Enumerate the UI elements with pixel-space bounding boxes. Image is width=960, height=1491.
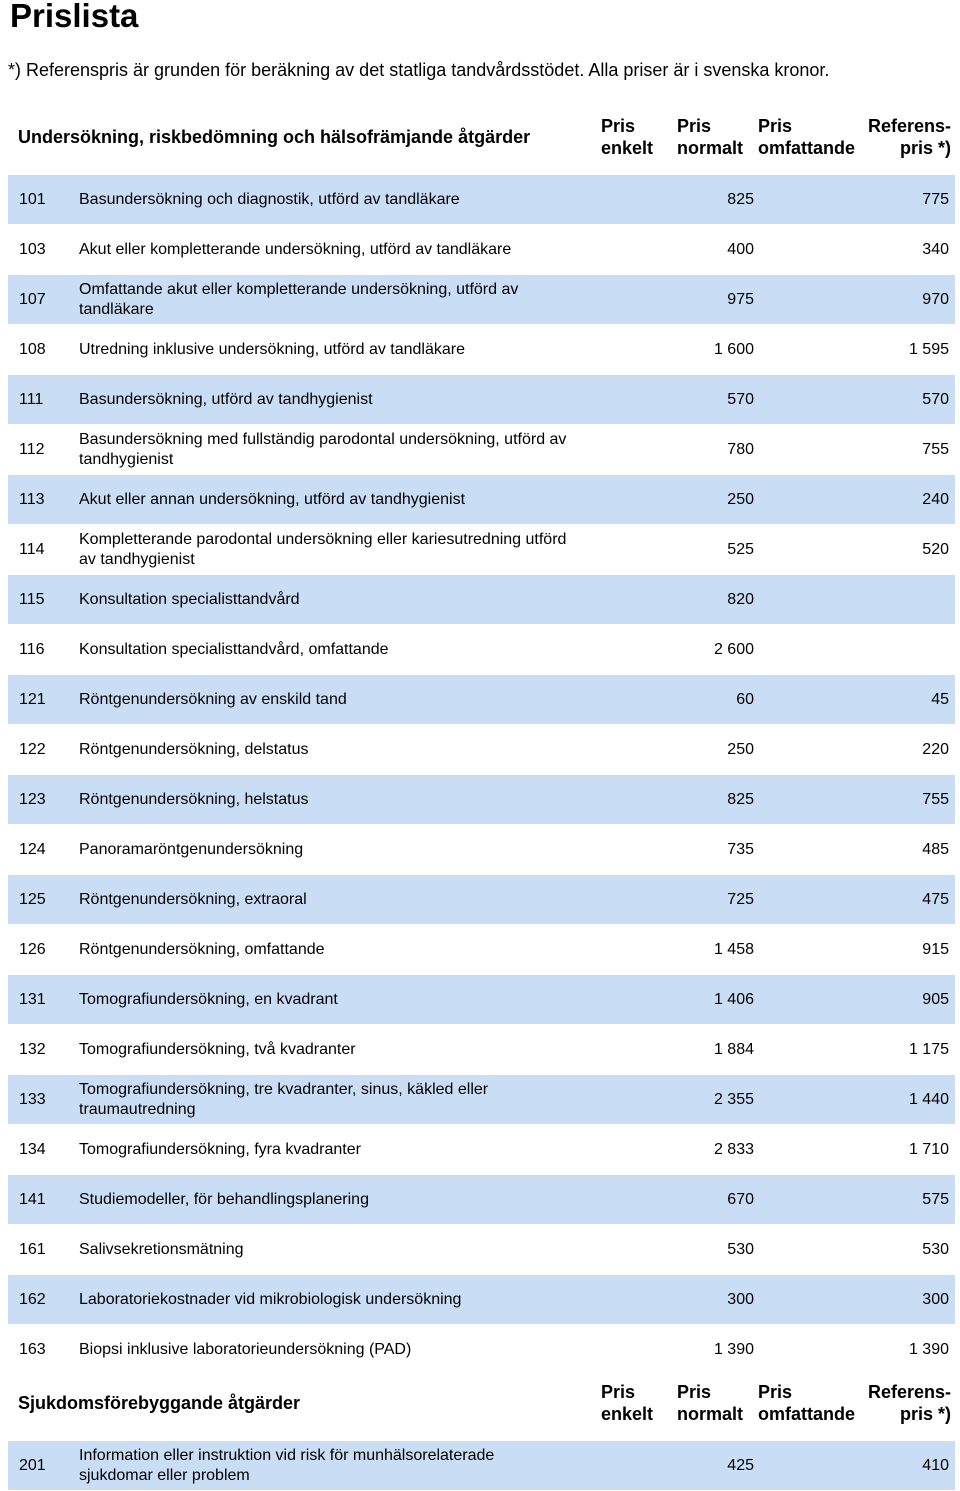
- treatment-description: Tomografiundersökning, två kvadranter: [79, 1040, 356, 1058]
- table-row: [8, 1325, 955, 1375]
- price-omfattande: [768, 1025, 854, 1074]
- price-enkelt: [578, 225, 658, 274]
- table-row: [8, 425, 955, 475]
- reference-price: 220: [922, 740, 949, 758]
- treatment-description: Basundersökning med fullständig parodontal undersökning, utförd av tandhygienist: [79, 430, 567, 468]
- column-header-referens: [868, 115, 951, 159]
- treatment-code: 112: [19, 440, 45, 458]
- price-normalt: 300: [727, 1290, 754, 1308]
- price-normalt: 570: [727, 390, 754, 408]
- price-normalt: 2 355: [713, 1090, 754, 1108]
- reference-price: 485: [922, 840, 949, 858]
- treatment-code: 107: [19, 290, 46, 308]
- treatment-code: 123: [19, 790, 46, 808]
- treatment-description: Basundersökning och diagnostik, utförd av tandläkare: [79, 190, 460, 208]
- table-row: [8, 925, 955, 975]
- treatment-description: Salivsekretionsmätning: [79, 1240, 244, 1258]
- treatment-description: Röntgenundersökning av enskild tand: [79, 690, 347, 708]
- price-normalt: 735: [727, 840, 754, 858]
- column-header-line: Pris: [758, 1382, 793, 1402]
- table-row: [8, 875, 955, 925]
- price-enkelt: [578, 1325, 658, 1374]
- price-enkelt: [578, 775, 658, 824]
- treatment-description: Röntgenundersökning, delstatus: [79, 740, 309, 758]
- section-sjukdomsforebyggande: [8, 1381, 955, 1491]
- treatment-description: Laboratoriekostnader vid mikrobiologisk undersökning: [79, 1290, 462, 1308]
- price-normalt: 820: [727, 590, 754, 608]
- treatment-code: 114: [19, 540, 45, 558]
- treatment-code: 133: [19, 1090, 46, 1108]
- treatment-description: Studiemodeller, för behandlingsplanering: [79, 1190, 369, 1208]
- treatment-description: Tomografiundersökning, fyra kvadranter: [79, 1140, 361, 1158]
- price-omfattande: [768, 325, 854, 374]
- table-row: [8, 1125, 955, 1175]
- price-normalt: 530: [727, 1240, 754, 1258]
- table-row: [8, 1441, 955, 1491]
- table-row: [8, 275, 955, 325]
- price-enkelt: [578, 1075, 658, 1124]
- treatment-code: 125: [19, 890, 46, 908]
- treatment-description: Biopsi inklusive laboratorieundersökning (PAD): [79, 1340, 412, 1358]
- price-normalt: 2 600: [713, 640, 754, 658]
- reference-price: 1 440: [908, 1090, 949, 1108]
- treatment-description: Kompletterande parodontal undersökning eller kariesutredning utförd av tandhygienist: [79, 530, 567, 568]
- reference-price: 575: [922, 1190, 949, 1208]
- price-normalt: 670: [727, 1190, 754, 1208]
- price-enkelt: [578, 575, 658, 624]
- price-enkelt: [578, 275, 658, 324]
- treatment-code: 101: [19, 190, 46, 208]
- price-enkelt: [578, 925, 658, 974]
- table-row: [8, 1175, 955, 1225]
- table-row: [8, 1025, 955, 1075]
- column-header-normalt: [677, 1381, 743, 1425]
- reference-price: 775: [922, 190, 949, 208]
- section-header: [8, 1381, 955, 1441]
- column-header-line: Pris: [601, 1382, 636, 1402]
- price-enkelt: [578, 1441, 658, 1490]
- price-omfattande: [768, 175, 854, 224]
- column-header-normalt: [677, 115, 743, 159]
- column-header-enkelt: [601, 1381, 653, 1425]
- column-header-line: Pris: [677, 1382, 712, 1402]
- reference-price: 1 595: [908, 340, 949, 358]
- treatment-description: Tomografiundersökning, tre kvadranter, sinus, käkled eller traumautredning: [79, 1080, 489, 1118]
- price-normalt: 1 390: [713, 1340, 754, 1358]
- price-normalt: 60: [736, 690, 754, 708]
- price-enkelt: [578, 525, 658, 574]
- treatment-description: Information eller instruktion vid risk för munhälsorelaterade sjukdomar eller problem: [79, 1446, 495, 1484]
- column-header-line: Pris: [677, 116, 712, 136]
- treatment-code: 134: [19, 1140, 46, 1158]
- table-row: [8, 1275, 955, 1325]
- treatment-code: 201: [19, 1456, 46, 1474]
- table-row: [8, 825, 955, 875]
- table-row: [8, 475, 955, 525]
- price-omfattande: [768, 275, 854, 324]
- column-header-line: normalt: [677, 1404, 744, 1424]
- treatment-description: Omfattande akut eller kompletterande undersökning, utförd av tandläkare: [79, 280, 519, 318]
- price-normalt: 1 406: [713, 990, 754, 1008]
- column-header-line: normalt: [677, 138, 744, 158]
- price-enkelt: [578, 725, 658, 774]
- table-row: [8, 1075, 955, 1125]
- treatment-description: Akut eller kompletterande undersökning, utförd av tandläkare: [79, 240, 512, 258]
- section-header: [8, 115, 955, 175]
- table-row: [8, 525, 955, 575]
- price-omfattande: [768, 1075, 854, 1124]
- price-enkelt: [578, 675, 658, 724]
- column-header-line: Pris: [758, 116, 793, 136]
- price-omfattande: [768, 825, 854, 874]
- price-enkelt: [578, 875, 658, 924]
- treatment-code: 108: [19, 340, 46, 358]
- price-enkelt: [578, 975, 658, 1024]
- price-normalt: 825: [727, 790, 754, 808]
- column-header-line: pris *): [899, 1404, 951, 1424]
- price-normalt: 725: [727, 890, 754, 908]
- column-header-omfattande: [758, 1381, 855, 1425]
- price-omfattande: [768, 525, 854, 574]
- column-header-line: enkelt: [601, 138, 654, 158]
- table-row: [8, 575, 955, 625]
- treatment-code: 126: [19, 940, 46, 958]
- price-enkelt: [578, 1225, 658, 1274]
- price-omfattande: [768, 925, 854, 974]
- price-omfattande: [768, 1175, 854, 1224]
- table-row: [8, 225, 955, 275]
- price-enkelt: [578, 375, 658, 424]
- price-enkelt: [578, 625, 658, 674]
- treatment-description: Röntgenundersökning, helstatus: [79, 790, 309, 808]
- price-omfattande: [768, 1125, 854, 1174]
- price-normalt: 525: [727, 540, 754, 558]
- table-row: [8, 1225, 955, 1275]
- treatment-code: 132: [19, 1040, 46, 1058]
- treatment-code: 124: [19, 840, 46, 858]
- price-omfattande: [768, 375, 854, 424]
- price-omfattande: [768, 725, 854, 774]
- price-omfattande: [768, 875, 854, 924]
- column-header-line: Referens-: [867, 1382, 951, 1402]
- treatment-code: 111: [19, 390, 44, 408]
- section-title: Undersökning, riskbedömning och hälsofrämjande åtgärder: [18, 127, 531, 147]
- section-undersokning: [8, 115, 955, 1375]
- price-normalt: 250: [727, 740, 754, 758]
- reference-price: 475: [922, 890, 949, 908]
- section-title: Sjukdomsförebyggande åtgärder: [18, 1393, 301, 1413]
- table-row: [8, 675, 955, 725]
- reference-price: [859, 575, 949, 624]
- treatment-description: Utredning inklusive undersökning, utförd av tandläkare: [79, 340, 466, 358]
- column-header-line: omfattande: [758, 1404, 856, 1424]
- reference-price: 915: [922, 940, 949, 958]
- treatment-code: 103: [19, 240, 46, 258]
- table-row: [8, 975, 955, 1025]
- treatment-description: Akut eller annan undersökning, utförd av tandhygienist: [79, 490, 466, 508]
- price-omfattande: [768, 575, 854, 624]
- price-enkelt: [578, 1275, 658, 1324]
- reference-price: 45: [931, 690, 949, 708]
- treatment-code: 115: [19, 590, 45, 608]
- treatment-description: Konsultation specialisttandvård: [79, 590, 300, 608]
- table-row: [8, 775, 955, 825]
- table-row: [8, 375, 955, 425]
- price-omfattande: [768, 975, 854, 1024]
- treatment-code: 122: [19, 740, 46, 758]
- treatment-description: Röntgenundersökning, omfattande: [79, 940, 325, 958]
- reference-price: 340: [922, 240, 949, 258]
- column-header-omfattande: [758, 115, 855, 159]
- reference-price: 755: [922, 440, 949, 458]
- price-omfattande: [768, 1325, 854, 1374]
- price-normalt: 400: [727, 240, 754, 258]
- referenspris-note: *) Referenspris är grunden för beräkning av det statliga tandvårdsstödet. Alla priser är i svenska kronor.: [8, 60, 830, 80]
- reference-price: 410: [922, 1456, 949, 1474]
- reference-price: 755: [922, 790, 949, 808]
- reference-price: 1 710: [908, 1140, 949, 1158]
- price-normalt: 825: [727, 190, 754, 208]
- page-title: Prislista: [10, 0, 139, 34]
- reference-price: 300: [922, 1290, 949, 1308]
- treatment-description: Basundersökning, utförd av tandhygienist: [79, 390, 373, 408]
- treatment-code: 162: [19, 1290, 46, 1308]
- price-normalt: 975: [727, 290, 754, 308]
- price-enkelt: [578, 825, 658, 874]
- treatment-code: 161: [19, 1240, 46, 1258]
- price-normalt: 425: [727, 1456, 754, 1474]
- price-omfattande: [768, 675, 854, 724]
- price-omfattande: [768, 225, 854, 274]
- price-normalt: 250: [727, 490, 754, 508]
- price-normalt: 780: [727, 440, 754, 458]
- treatment-code: 116: [19, 640, 45, 658]
- treatment-code: 131: [19, 990, 46, 1008]
- table-row: [8, 325, 955, 375]
- price-omfattande: [768, 775, 854, 824]
- price-normalt: 1 600: [713, 340, 754, 358]
- price-omfattande: [768, 1275, 854, 1324]
- treatment-code: 121: [19, 690, 46, 708]
- column-header-line: pris *): [899, 138, 951, 158]
- reference-price: 520: [922, 540, 949, 558]
- treatment-code: 163: [19, 1340, 46, 1358]
- price-enkelt: [578, 175, 658, 224]
- price-enkelt: [578, 475, 658, 524]
- price-omfattande: [768, 1225, 854, 1274]
- treatment-description: Panoramaröntgenundersökning: [79, 840, 304, 858]
- price-omfattande: [768, 625, 854, 674]
- reference-price: 905: [922, 990, 949, 1008]
- reference-price: 1 175: [908, 1040, 949, 1058]
- treatment-code: 113: [19, 490, 45, 508]
- price-omfattande: [768, 1441, 854, 1490]
- reference-price: 970: [922, 290, 949, 308]
- price-normalt: 2 833: [713, 1140, 754, 1158]
- column-header-line: Referens-: [867, 116, 951, 136]
- treatment-description: Röntgenundersökning, extraoral: [79, 890, 307, 908]
- reference-price: 1 390: [908, 1340, 949, 1358]
- reference-price: 530: [922, 1240, 949, 1258]
- treatment-description: Konsultation specialisttandvård, omfattande: [79, 640, 389, 658]
- price-enkelt: [578, 1125, 658, 1174]
- price-normalt: 1 884: [713, 1040, 754, 1058]
- reference-price: 570: [922, 390, 949, 408]
- reference-price: [859, 625, 949, 674]
- column-header-enkelt: [601, 115, 653, 159]
- price-omfattande: [768, 475, 854, 524]
- price-enkelt: [578, 1025, 658, 1074]
- reference-price: 240: [922, 490, 949, 508]
- column-header-line: Pris: [601, 116, 636, 136]
- table-row: [8, 625, 955, 675]
- table-row: [8, 725, 955, 775]
- price-enkelt: [578, 425, 658, 474]
- column-header-line: enkelt: [601, 1404, 654, 1424]
- price-normalt: 1 458: [713, 940, 754, 958]
- treatment-code: 141: [19, 1190, 46, 1208]
- column-header-referens: [868, 1381, 951, 1425]
- treatment-description: Tomografiundersökning, en kvadrant: [79, 990, 338, 1008]
- price-omfattande: [768, 425, 854, 474]
- price-enkelt: [578, 1175, 658, 1224]
- column-header-line: omfattande: [758, 138, 856, 158]
- price-enkelt: [578, 325, 658, 374]
- table-row: [8, 175, 955, 225]
